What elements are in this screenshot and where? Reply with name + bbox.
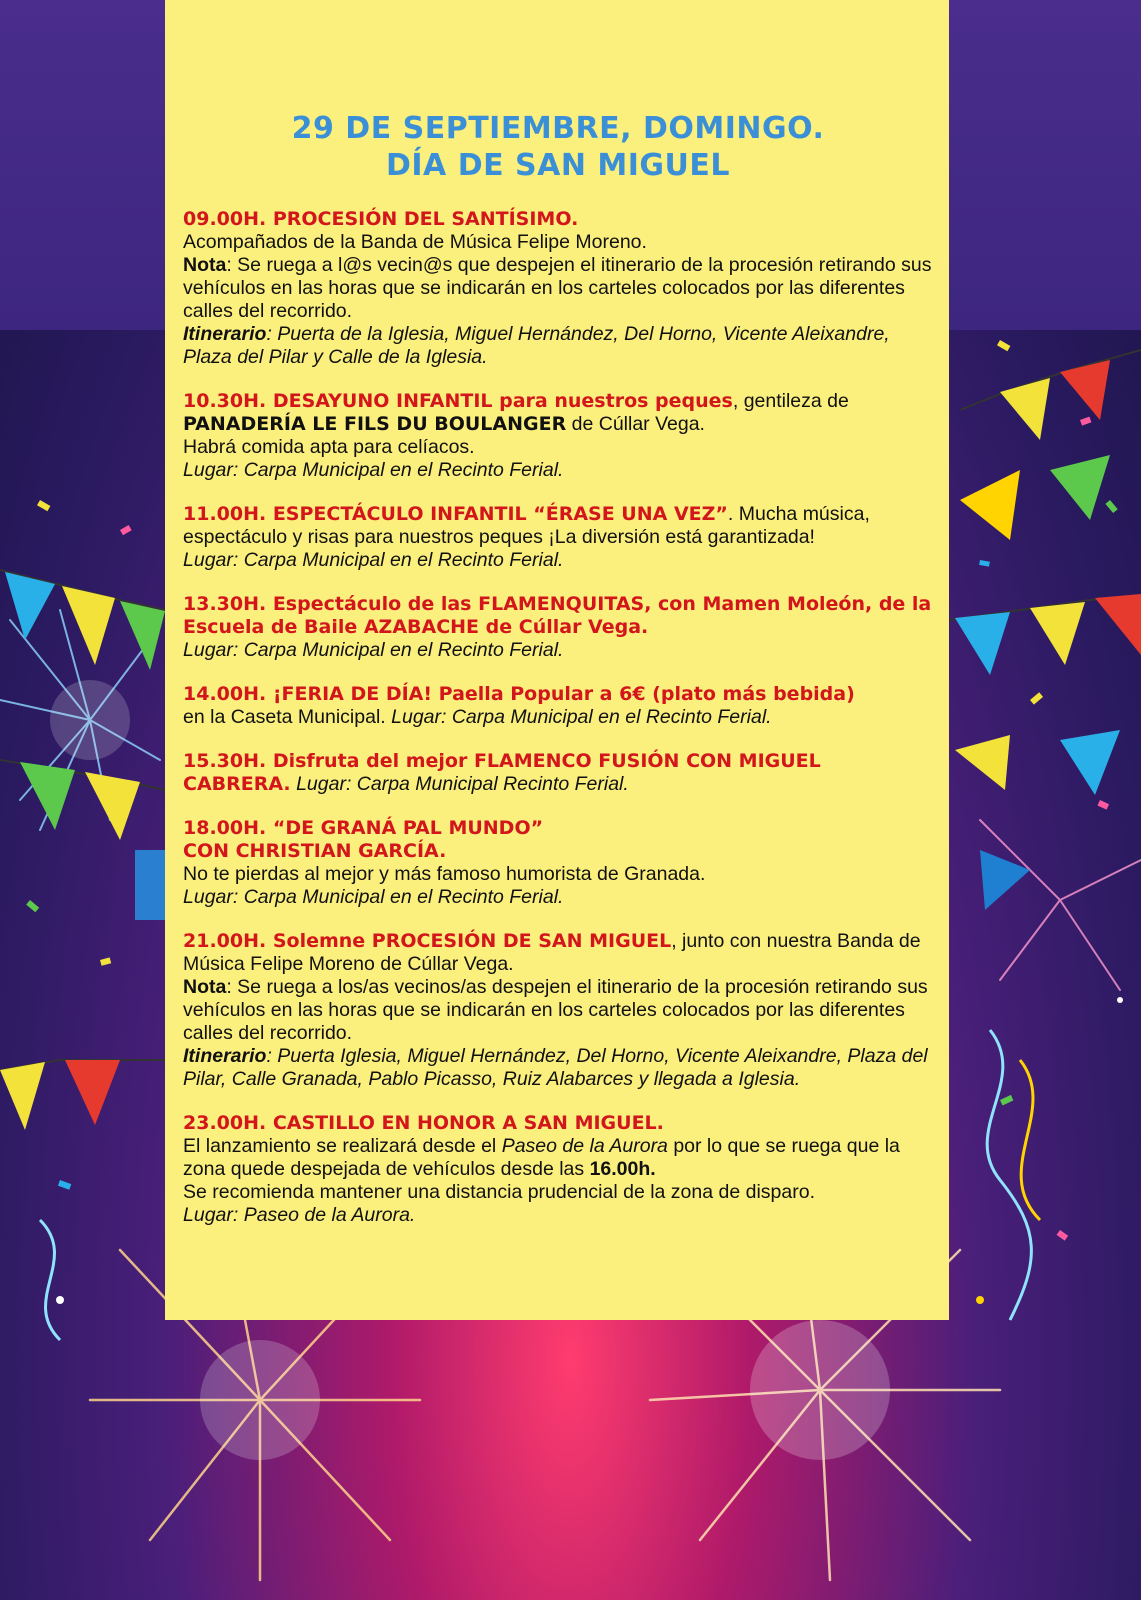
note-label: Nota (183, 976, 227, 998)
event-heading: 21.00H. Solemne PROCESIÓN DE SAN MIGUEL (183, 930, 672, 952)
event-2300 (183, 1112, 933, 1227)
event-itinerary (183, 323, 933, 369)
itinerary-text: : Puerta de la Iglesia, Miguel Hernández, Del Horno, Vicente Aleixandre, Plaza del Pilar y Calle de la Iglesia. (183, 323, 890, 368)
event-text: en la Caseta Municipal. (183, 706, 392, 728)
event-heading: 09.00H. PROCESIÓN DEL SANTÍSIMO. (183, 208, 579, 230)
note-text: : Se ruega a los/as vecinos/as despejen el itinerario de la procesión retirando sus vehículos en las horas que se indicarán en los carteles colocados por las diferentes calles del recorrido. (183, 976, 928, 1044)
event-heading: 10.30H. DESAYUNO INFANTIL para nuestros peques (183, 390, 733, 412)
event-heading: 23.00H. CASTILLO EN HONOR A SAN MIGUEL. (183, 1112, 664, 1134)
sponsor-name: PANADERÍA LE FILS DU BOULANGER (183, 413, 567, 435)
event-place: Paseo de la Aurora (501, 1135, 668, 1157)
page-title (183, 110, 933, 184)
event-location: Lugar: Carpa Municipal en el Recinto Ferial. (183, 639, 564, 661)
event-heading: 14.00H. ¡FERIA DE DÍA! Paella Popular a 6€ (plato más bebida) (183, 683, 855, 705)
event-location: Lugar: Carpa Municipal Recinto Ferial. (290, 773, 629, 795)
event-1400 (183, 683, 933, 729)
program-card (165, 0, 949, 1320)
event-text: . Mucha música, espectáculo y risas para nuestros peques ¡La diversión está garantizada! (183, 503, 870, 548)
note-label: Nota (183, 254, 227, 276)
event-1530 (183, 750, 933, 796)
event-text-1: , gentileza de (732, 390, 849, 412)
note-text: : Se ruega a l@s vecin@s que despejen el itinerario de la procesión retirando sus vehículos en las horas que se indicarán en los carteles colocados por las diferentes calles del recorrido. (183, 254, 932, 322)
event-text-2: de Cúllar Vega. (566, 413, 705, 435)
event-text-1: El lanzamiento se realizará desde el (183, 1135, 502, 1157)
event-location: Lugar: Paseo de la Aurora. (183, 1204, 416, 1226)
bunting-right (950, 350, 1141, 910)
event-0900 (183, 208, 933, 369)
event-heading: 13.30H. Espectáculo de las FLAMENQUITAS, con Mamen Moleón, de la Escuela de Baile AZABACHE de Cúllar Vega. (183, 593, 932, 638)
event-text-3: Se recomienda mantener una distancia prudencial de la zona de disparo. (183, 1181, 815, 1203)
title-line-1: 29 DE SEPTIEMBRE, DOMINGO. (291, 111, 825, 146)
firework-left (0, 610, 160, 830)
event-location: Lugar: Carpa Municipal en el Recinto Ferial. (183, 886, 564, 908)
event-text-2: por lo que se ruega que la zona quede despejada de vehículos desde las (183, 1135, 900, 1180)
title-line-2: DÍA DE SAN MIGUEL (385, 148, 731, 183)
event-1330 (183, 593, 933, 662)
event-heading: 11.00H. ESPECTÁCULO INFANTIL “ÉRASE UNA VEZ” (183, 503, 728, 525)
event-1030 (183, 390, 933, 482)
event-time: 16.00h. (589, 1158, 656, 1180)
event-text-3: Habrá comida apta para celíacos. (183, 436, 475, 458)
event-location: Lugar: Carpa Municipal en el Recinto Ferial. (183, 459, 564, 481)
event-heading: 15.30H. Disfruta del mejor FLAMENCO FUSIÓN CON MIGUEL CABRERA. (183, 750, 821, 795)
event-1100 (183, 503, 933, 572)
event-note (183, 254, 933, 323)
event-itinerary (183, 1045, 933, 1091)
firework-right (980, 820, 1141, 990)
event-location: Lugar: Carpa Municipal en el Recinto Ferial. (391, 706, 772, 728)
itinerary-text: : Puerta Iglesia, Miguel Hernández, Del Horno, Vicente Aleixandre, Plaza del Pilar, Calle Granada, Pablo Picasso, Ruiz Alabarces y llegada a Iglesia. (183, 1045, 928, 1090)
event-location: Lugar: Carpa Municipal en el Recinto Ferial. (183, 549, 564, 571)
event-heading-2: CON CHRISTIAN GARCÍA. (183, 840, 447, 862)
event-1800 (183, 817, 933, 909)
event-heading-1: 18.00H. “DE GRANÁ PAL MUNDO” (183, 817, 544, 839)
event-text: Acompañados de la Banda de Música Felipe Moreno. (183, 231, 647, 253)
event-2100 (183, 930, 933, 1091)
event-text: No te pierdas al mejor y más famoso humorista de Granada. (183, 863, 706, 885)
itinerary-label: Itinerario (183, 1045, 267, 1067)
event-note (183, 976, 933, 1045)
itinerary-label: Itinerario (183, 323, 267, 345)
event-text: , junto con nuestra Banda de Música Felipe Moreno de Cúllar Vega. (183, 930, 921, 975)
